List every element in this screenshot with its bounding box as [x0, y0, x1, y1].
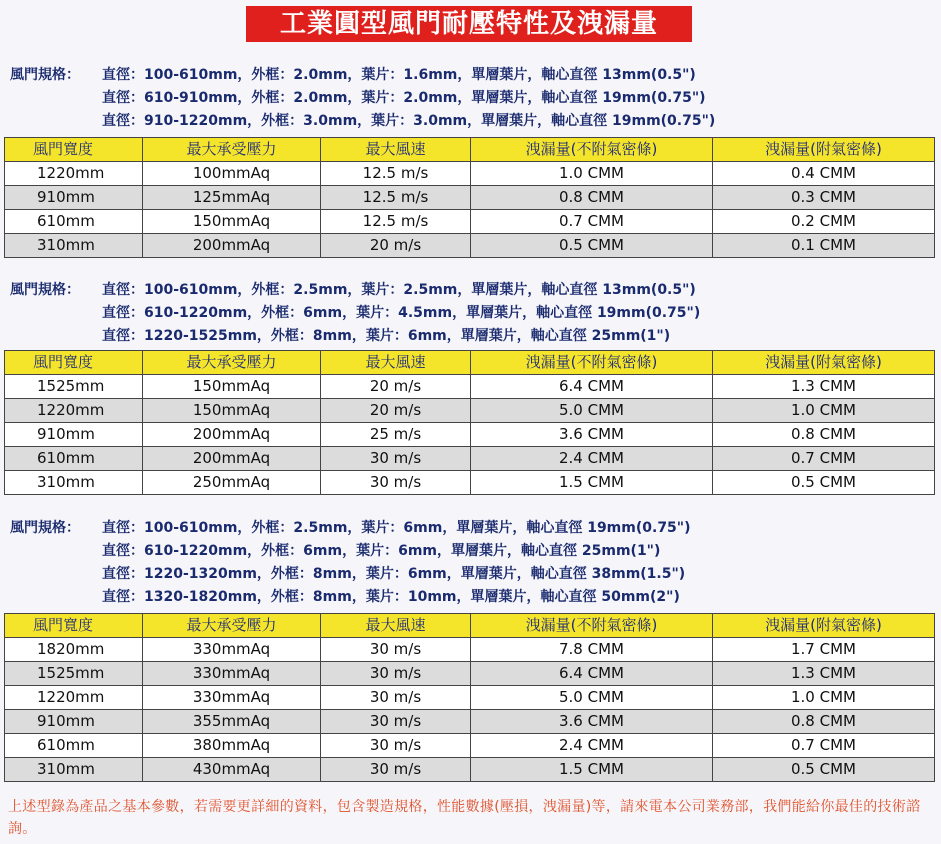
- col-leak-seal-cell: 0.8 CMM: [713, 423, 935, 447]
- spec-line: 直徑：100-610mm，外框：2.5mm，葉片：6mm，單層葉片，軸心直徑 19mm(0.75"): [102, 520, 691, 536]
- col-max-pressure-cell: 330mmAq: [143, 686, 321, 710]
- table-row: [5, 662, 935, 686]
- column-header-leak-no-seal: 洩漏量(不附氣密條): [471, 614, 713, 638]
- col-width-cell: 910mm: [5, 186, 143, 210]
- table-row: [5, 471, 935, 495]
- table-row: [5, 234, 935, 258]
- column-header-leak-no-seal: 洩漏量(不附氣密條): [471, 138, 713, 162]
- page-title: 工業圓型風門耐壓特性及洩漏量: [246, 6, 692, 42]
- col-max-pressure-cell: 330mmAq: [143, 662, 321, 686]
- col-max-velocity-cell: 30 m/s: [321, 662, 471, 686]
- table-row: [5, 423, 935, 447]
- col-max-velocity-cell: 25 m/s: [321, 423, 471, 447]
- spec-table-1: [4, 137, 935, 258]
- col-leak-no-seal-cell: 5.0 CMM: [471, 399, 713, 423]
- col-leak-seal-cell: 0.2 CMM: [713, 210, 935, 234]
- col-leak-seal-cell: 1.3 CMM: [713, 662, 935, 686]
- column-header-max-pressure: 最大承受壓力: [143, 614, 321, 638]
- spec-line: 直徑：610-1220mm，外框：6mm，葉片：6mm，單層葉片，軸心直徑 25mm(1"): [102, 543, 661, 559]
- column-header-max-pressure: 最大承受壓力: [143, 138, 321, 162]
- column-header-max-velocity: 最大風速: [321, 138, 471, 162]
- spec-line: 直徑：610-1220mm，外框：6mm，葉片：4.5mm，單層葉片，軸心直徑 19mm(0.75"): [102, 305, 701, 321]
- column-header-width: 風門寬度: [5, 614, 143, 638]
- col-max-pressure-cell: 355mmAq: [143, 710, 321, 734]
- col-leak-seal-cell: 1.0 CMM: [713, 399, 935, 423]
- col-leak-seal-cell: 0.8 CMM: [713, 710, 935, 734]
- col-max-pressure-cell: 200mmAq: [143, 234, 321, 258]
- col-max-pressure-cell: 200mmAq: [143, 423, 321, 447]
- col-max-pressure-cell: 150mmAq: [143, 210, 321, 234]
- table-row: [5, 686, 935, 710]
- col-leak-seal-cell: 0.7 CMM: [713, 447, 935, 471]
- col-leak-no-seal-cell: 6.4 CMM: [471, 375, 713, 399]
- col-max-velocity-cell: 30 m/s: [321, 447, 471, 471]
- spec-line: 直徑：1220-1525mm，外框：8mm，葉片：6mm，單層葉片，軸心直徑 25mm(1"): [102, 328, 671, 344]
- footer-note: 上述型錄為產品之基本參數，若需要更詳細的資料，包含製造規格，性能數據(壓損，洩漏量)等，請來電本公司業務部，我們能給你最佳的技術諮詢。: [8, 799, 921, 837]
- col-leak-seal-cell: 0.3 CMM: [713, 186, 935, 210]
- col-width-cell: 310mm: [5, 758, 143, 782]
- col-leak-no-seal-cell: 2.4 CMM: [471, 447, 713, 471]
- col-max-pressure-cell: 250mmAq: [143, 471, 321, 495]
- col-leak-no-seal-cell: 0.8 CMM: [471, 186, 713, 210]
- col-max-pressure-cell: 125mmAq: [143, 186, 321, 210]
- col-leak-no-seal-cell: 3.6 CMM: [471, 423, 713, 447]
- col-max-velocity-cell: 20 m/s: [321, 399, 471, 423]
- table-row: [5, 447, 935, 471]
- spec-line: 直徑：1220-1320mm，外框：8mm，葉片：6mm，單層葉片，軸心直徑 38mm(1.5"): [102, 566, 686, 582]
- col-width-cell: 910mm: [5, 423, 143, 447]
- table-header-row: [5, 351, 935, 375]
- col-max-velocity-cell: 12.5 m/s: [321, 210, 471, 234]
- col-max-pressure-cell: 150mmAq: [143, 375, 321, 399]
- table-row: [5, 399, 935, 423]
- col-width-cell: 1220mm: [5, 399, 143, 423]
- col-max-velocity-cell: 30 m/s: [321, 638, 471, 662]
- spec-block-1: [10, 64, 930, 133]
- col-leak-no-seal-cell: 1.5 CMM: [471, 471, 713, 495]
- col-width-cell: 1220mm: [5, 686, 143, 710]
- spec-line: 直徑：910-1220mm，外框：3.0mm，葉片：3.0mm，單層葉片，軸心直徑 19mm(0.75"): [102, 113, 716, 129]
- table-header-row: [5, 138, 935, 162]
- column-header-leak-seal: 洩漏量(附氣密條): [713, 138, 935, 162]
- col-leak-no-seal-cell: 0.7 CMM: [471, 210, 713, 234]
- col-max-pressure-cell: 200mmAq: [143, 447, 321, 471]
- col-max-velocity-cell: 12.5 m/s: [321, 186, 471, 210]
- spec-block-3: [10, 517, 930, 609]
- spec-table-3: [4, 613, 935, 782]
- col-max-velocity-cell: 30 m/s: [321, 471, 471, 495]
- col-max-pressure-cell: 380mmAq: [143, 734, 321, 758]
- col-leak-no-seal-cell: 2.4 CMM: [471, 734, 713, 758]
- col-max-velocity-cell: 30 m/s: [321, 686, 471, 710]
- col-max-velocity-cell: 20 m/s: [321, 234, 471, 258]
- spec-line: 直徑：100-610mm，外框：2.0mm，葉片：1.6mm，單層葉片，軸心直徑 13mm(0.5"): [102, 67, 696, 83]
- col-width-cell: 1220mm: [5, 162, 143, 186]
- column-header-width: 風門寬度: [5, 351, 143, 375]
- column-header-leak-seal: 洩漏量(附氣密條): [713, 351, 935, 375]
- table-row: [5, 186, 935, 210]
- column-header-max-pressure: 最大承受壓力: [143, 351, 321, 375]
- col-leak-no-seal-cell: 0.5 CMM: [471, 234, 713, 258]
- col-width-cell: 1525mm: [5, 662, 143, 686]
- col-width-cell: 1820mm: [5, 638, 143, 662]
- col-max-velocity-cell: 20 m/s: [321, 375, 471, 399]
- col-leak-seal-cell: 0.5 CMM: [713, 471, 935, 495]
- table-row: [5, 162, 935, 186]
- col-max-pressure-cell: 430mmAq: [143, 758, 321, 782]
- column-header-max-velocity: 最大風速: [321, 614, 471, 638]
- col-leak-seal-cell: 0.7 CMM: [713, 734, 935, 758]
- col-width-cell: 1525mm: [5, 375, 143, 399]
- table-row: [5, 375, 935, 399]
- col-leak-seal-cell: 1.3 CMM: [713, 375, 935, 399]
- col-width-cell: 610mm: [5, 210, 143, 234]
- col-leak-no-seal-cell: 1.5 CMM: [471, 758, 713, 782]
- col-leak-no-seal-cell: 1.0 CMM: [471, 162, 713, 186]
- spec-label: 風門規格：: [10, 282, 80, 298]
- table-row: [5, 758, 935, 782]
- col-width-cell: 910mm: [5, 710, 143, 734]
- col-max-pressure-cell: 330mmAq: [143, 638, 321, 662]
- col-leak-no-seal-cell: 7.8 CMM: [471, 638, 713, 662]
- table-row: [5, 210, 935, 234]
- spec-line: 直徑：100-610mm，外框：2.5mm，葉片：2.5mm，單層葉片，軸心直徑 13mm(0.5"): [102, 282, 696, 298]
- column-header-leak-no-seal: 洩漏量(不附氣密條): [471, 351, 713, 375]
- col-leak-no-seal-cell: 6.4 CMM: [471, 662, 713, 686]
- column-header-max-velocity: 最大風速: [321, 351, 471, 375]
- col-leak-seal-cell: 0.4 CMM: [713, 162, 935, 186]
- table-row: [5, 638, 935, 662]
- col-max-pressure-cell: 100mmAq: [143, 162, 321, 186]
- col-width-cell: 310mm: [5, 234, 143, 258]
- col-width-cell: 310mm: [5, 471, 143, 495]
- col-max-velocity-cell: 30 m/s: [321, 734, 471, 758]
- col-leak-seal-cell: 0.5 CMM: [713, 758, 935, 782]
- col-leak-seal-cell: 0.1 CMM: [713, 234, 935, 258]
- col-max-velocity-cell: 30 m/s: [321, 710, 471, 734]
- col-leak-seal-cell: 1.0 CMM: [713, 686, 935, 710]
- table-row: [5, 734, 935, 758]
- spec-table-2: [4, 350, 935, 495]
- col-max-velocity-cell: 12.5 m/s: [321, 162, 471, 186]
- spec-block-2: [10, 279, 930, 348]
- column-header-width: 風門寬度: [5, 138, 143, 162]
- spec-label: 風門規格：: [10, 67, 80, 83]
- spec-line: 直徑：1320-1820mm，外框：8mm，葉片：10mm，單層葉片，軸心直徑 50mm(2"): [102, 589, 680, 605]
- column-header-leak-seal: 洩漏量(附氣密條): [713, 614, 935, 638]
- col-max-velocity-cell: 30 m/s: [321, 758, 471, 782]
- col-width-cell: 610mm: [5, 734, 143, 758]
- spec-label: 風門規格：: [10, 520, 80, 536]
- col-leak-seal-cell: 1.7 CMM: [713, 638, 935, 662]
- spec-line: 直徑：610-910mm，外框：2.0mm，葉片：2.0mm，單層葉片，軸心直徑 19mm(0.75"): [102, 90, 706, 106]
- col-leak-no-seal-cell: 5.0 CMM: [471, 686, 713, 710]
- col-max-pressure-cell: 150mmAq: [143, 399, 321, 423]
- table-header-row: [5, 614, 935, 638]
- table-row: [5, 710, 935, 734]
- col-width-cell: 610mm: [5, 447, 143, 471]
- col-leak-no-seal-cell: 3.6 CMM: [471, 710, 713, 734]
